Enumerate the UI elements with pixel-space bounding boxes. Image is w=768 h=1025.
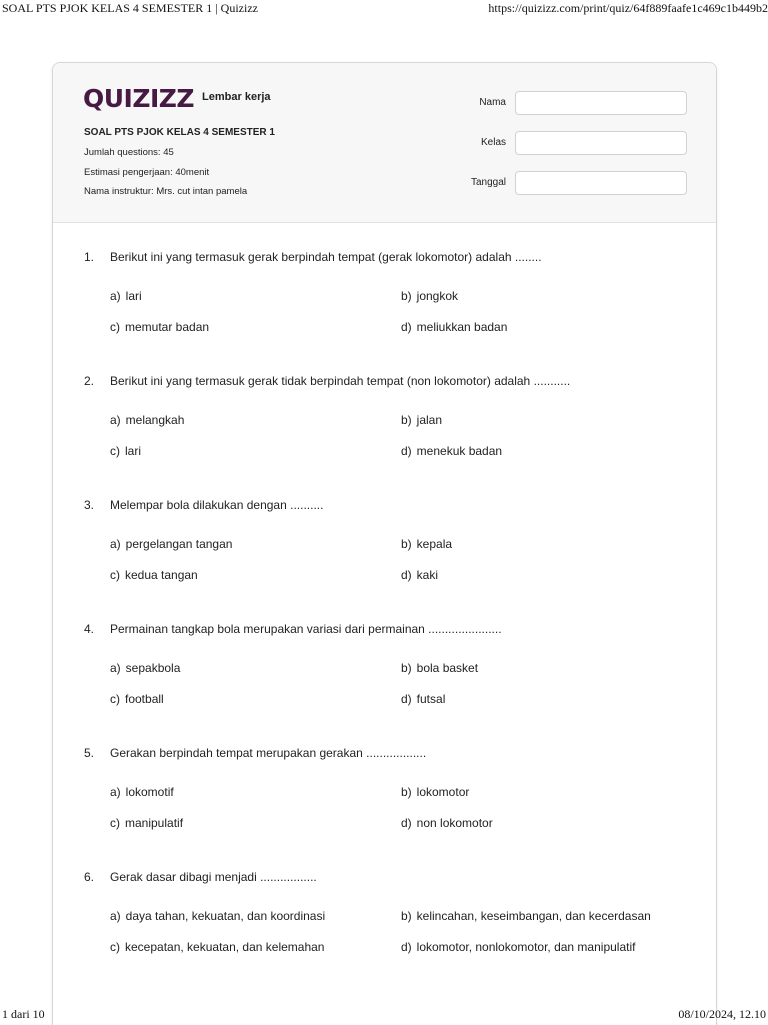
question-number: 5. (84, 746, 95, 760)
option-a (110, 413, 184, 427)
option-a (110, 289, 142, 303)
logo-subtitle: Lembar kerja (202, 91, 271, 103)
option-d (401, 568, 438, 582)
question-stem (84, 498, 694, 512)
question-text: Berikut ini yang termasuk gerak berpindah tempat (gerak lokomotor) adalah ........ (110, 250, 542, 264)
print-footer (0, 1006, 768, 1024)
option-letter: c) (110, 568, 120, 582)
option-letter: a) (110, 909, 121, 923)
page-title: SOAL PTS PJOK KELAS 4 SEMESTER 1 | Quizizz (2, 1, 258, 15)
option-letter: b) (401, 289, 412, 303)
option-text: lokomotor, nonlokomotor, dan manipulatif (416, 940, 636, 954)
option-letter: b) (401, 413, 412, 427)
option-text: football (125, 692, 164, 706)
option-b (401, 289, 458, 303)
option-a (110, 537, 232, 551)
logo-text: QUIZIZZ (83, 83, 195, 113)
option-letter: b) (401, 909, 412, 923)
option-letter: c) (110, 444, 120, 458)
option-b (401, 909, 651, 923)
option-letter: d) (401, 940, 412, 954)
option-c (110, 692, 164, 706)
question-3 (84, 498, 694, 582)
option-text: kecepatan, kekuatan, dan kelemahan (125, 940, 325, 954)
question-count: Jumlah questions: 45 (84, 147, 174, 158)
option-text: jalan (416, 413, 443, 427)
worksheet (52, 62, 717, 1025)
question-1 (84, 250, 694, 334)
instructor-name: Nama instruktur: Mrs. cut intan pamela (84, 186, 248, 197)
option-text: kepala (416, 537, 453, 551)
nama-field[interactable] (515, 91, 687, 115)
option-text: lokomotif (125, 785, 174, 799)
option-text: melangkah (125, 413, 185, 427)
option-text: lari (125, 444, 142, 458)
option-letter: c) (110, 940, 120, 954)
option-text: jongkok (416, 289, 459, 303)
option-text: sepakbola (125, 661, 181, 675)
option-c (110, 568, 198, 582)
page-count: 1 dari 10 (2, 1007, 45, 1021)
question-text: Gerak dasar dibagi menjadi ................. (110, 870, 317, 884)
option-d (401, 816, 493, 830)
quizizz-logo (83, 83, 271, 113)
print-header (0, 0, 768, 18)
option-letter: c) (110, 692, 120, 706)
question-number: 2. (84, 374, 95, 388)
option-letter: d) (401, 692, 412, 706)
question-text: Gerakan berpindah tempat merupakan gerakan .................. (110, 746, 427, 760)
option-b (401, 537, 452, 551)
option-letter: a) (110, 289, 121, 303)
question-4 (84, 622, 694, 706)
question-stem (84, 622, 694, 636)
option-a (110, 909, 325, 923)
option-a (110, 785, 174, 799)
option-c (110, 444, 141, 458)
option-letter: a) (110, 537, 121, 551)
quiz-title: SOAL PTS PJOK KELAS 4 SEMESTER 1 (84, 127, 275, 138)
question-stem (84, 250, 694, 264)
question-text: Melempar bola dilakukan dengan .......... (110, 498, 324, 512)
worksheet-header (53, 63, 716, 223)
option-letter: d) (401, 568, 412, 582)
option-c (110, 816, 183, 830)
option-letter: b) (401, 785, 412, 799)
option-letter: c) (110, 320, 120, 334)
option-letter: d) (401, 320, 412, 334)
option-text: pergelangan tangan (125, 537, 233, 551)
kelas-field[interactable] (515, 131, 687, 155)
option-text: non lokomotor (416, 816, 493, 830)
option-text: daya tahan, kekuatan, dan koordinasi (125, 909, 326, 923)
question-5 (84, 746, 694, 830)
option-letter: b) (401, 661, 412, 675)
question-text: Permainan tangkap bola merupakan variasi dari permainan ...................... (110, 622, 502, 636)
option-b (401, 661, 478, 675)
option-text: menekuk badan (416, 444, 503, 458)
option-text: lari (125, 289, 142, 303)
question-stem (84, 374, 694, 388)
option-text: manipulatif (125, 816, 184, 830)
option-c (110, 320, 209, 334)
option-text: lokomotor (416, 785, 470, 799)
nama-label: Nama (479, 97, 506, 108)
option-letter: b) (401, 537, 412, 551)
tanggal-field[interactable] (515, 171, 687, 195)
question-6 (84, 870, 694, 954)
kelas-label: Kelas (480, 137, 506, 148)
time-estimate: Estimasi pengerjaan: 40menit (84, 167, 210, 178)
option-letter: a) (110, 785, 121, 799)
question-text: Berikut ini yang termasuk gerak tidak berpindah tempat (non lokomotor) adalah ........... (110, 374, 571, 388)
question-stem (84, 746, 694, 760)
option-text: memutar badan (125, 320, 210, 334)
option-d (401, 320, 507, 334)
question-number: 1. (84, 250, 95, 264)
option-d (401, 692, 445, 706)
option-text: bola basket (416, 661, 479, 675)
page-url: https://quizizz.com/print/quiz/64f889faafe1c469c1b449b2 (488, 1, 768, 15)
option-letter: d) (401, 444, 412, 458)
option-a (110, 661, 180, 675)
question-2 (84, 374, 694, 458)
option-letter: c) (110, 816, 120, 830)
option-letter: a) (110, 661, 121, 675)
question-number: 6. (84, 870, 95, 884)
option-b (401, 413, 442, 427)
option-d (401, 940, 635, 954)
option-text: kelincahan, keseimbangan, dan kecerdasan (416, 909, 651, 923)
question-number: 4. (84, 622, 95, 636)
question-number: 3. (84, 498, 95, 512)
option-letter: d) (401, 816, 412, 830)
option-text: kaki (416, 568, 439, 582)
tanggal-label: Tanggal (470, 177, 506, 188)
print-datetime: 08/10/2024, 12.10 (678, 1007, 766, 1021)
option-letter: a) (110, 413, 121, 427)
option-b (401, 785, 469, 799)
question-stem (84, 870, 694, 884)
option-text: futsal (416, 692, 446, 706)
option-text: meliukkan badan (416, 320, 508, 334)
option-d (401, 444, 502, 458)
option-c (110, 940, 324, 954)
option-text: kedua tangan (125, 568, 198, 582)
